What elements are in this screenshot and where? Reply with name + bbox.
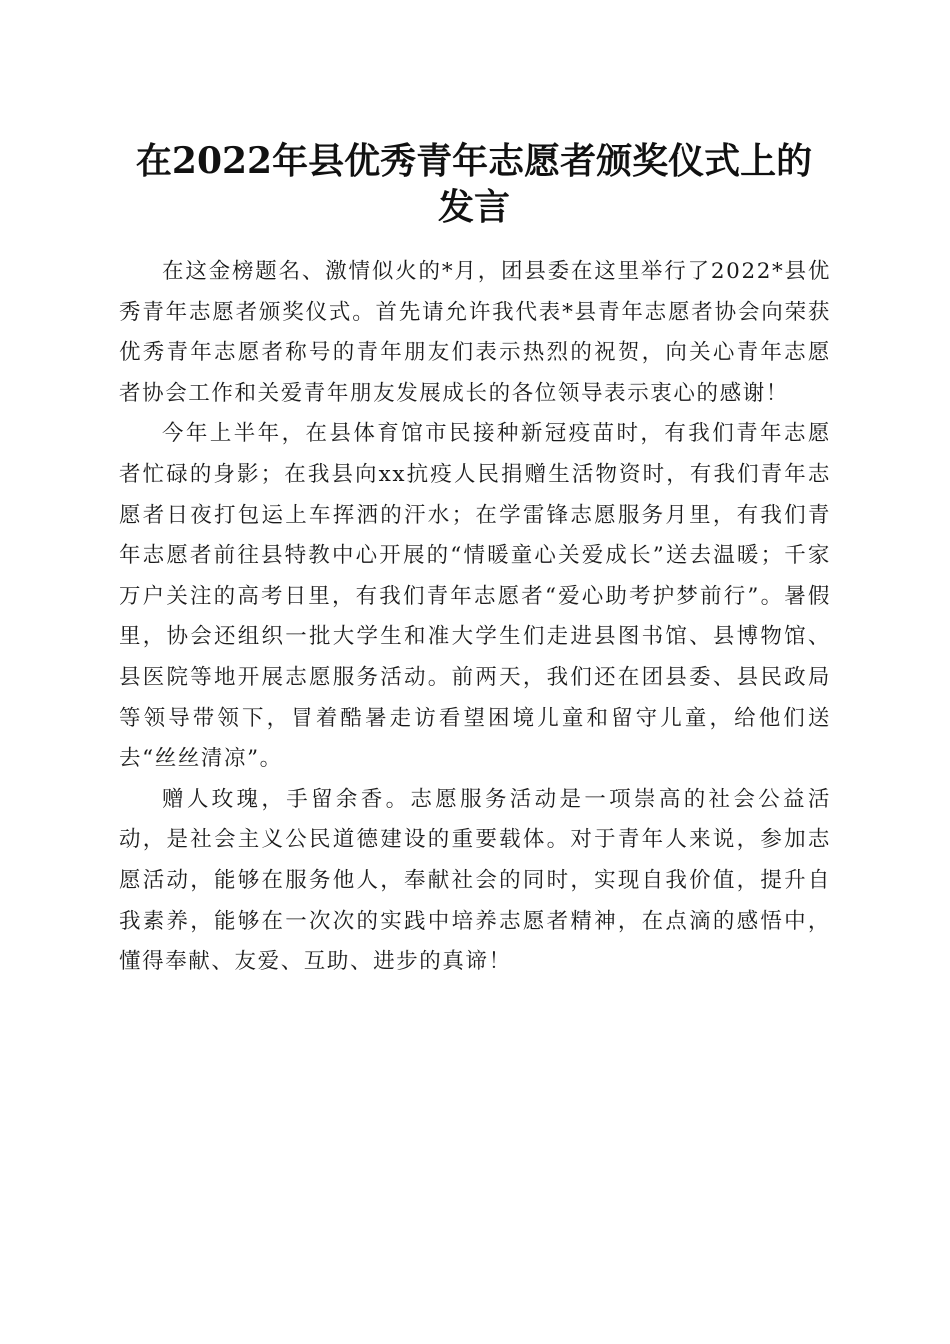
paragraph-opening: 在这金榜题名、激情似火的*月，团县委在这里举行了2022*县优秀青年志愿者颁奖仪式。首先请允许我代表*县青年志愿者协会向荣获优秀青年志愿者称号的青年朋友们表示热烈的祝贺，向关心青年志愿者协会工作和关爱青年朋友发展成长的各位领导表示衷心的感谢！	[119, 259, 831, 406]
document-body	[119, 252, 831, 983]
paragraph-significance: 赠人玫瑰，手留余香。志愿服务活动是一项崇高的社会公益活动，是社会主义公民道德建设的重要载体。对于青年人来说，参加志愿活动，能够在服务他人，奉献社会的同时，实现自我价值，提升自我素养，能够在一次次的实践中培养志愿者精神，在点滴的感悟中，懂得奉献、友爱、互助、进步的真谛！	[119, 786, 831, 975]
document-title: 在2022年县优秀青年志愿者颁奖仪式上的发言	[135, 140, 813, 228]
paragraph-activities: 今年上半年，在县体育馆市民接种新冠疫苗时，有我们青年志愿者忙碌的身影；在我县向xx抗疫人民捐赠生活物资时，有我们青年志愿者日夜打包运上车挥洒的汗水；在学雷锋志愿服务月里，有我们青年志愿者前往县特教中心开展的“情暖童心关爱成长”送去温暖；千家万户关注的高考日里，有我们青年志愿者“爱心助考护梦前行”。暑假里，协会还组织一批大学生和准大学生们走进县图书馆、县博物馆、县医院等地开展志愿服务活动。前两天，我们还在团县委、县民政局等领导带领下，冒着酷暑走访看望困境儿童和留守儿童，给他们送去“丝丝清凉”。	[119, 421, 831, 772]
